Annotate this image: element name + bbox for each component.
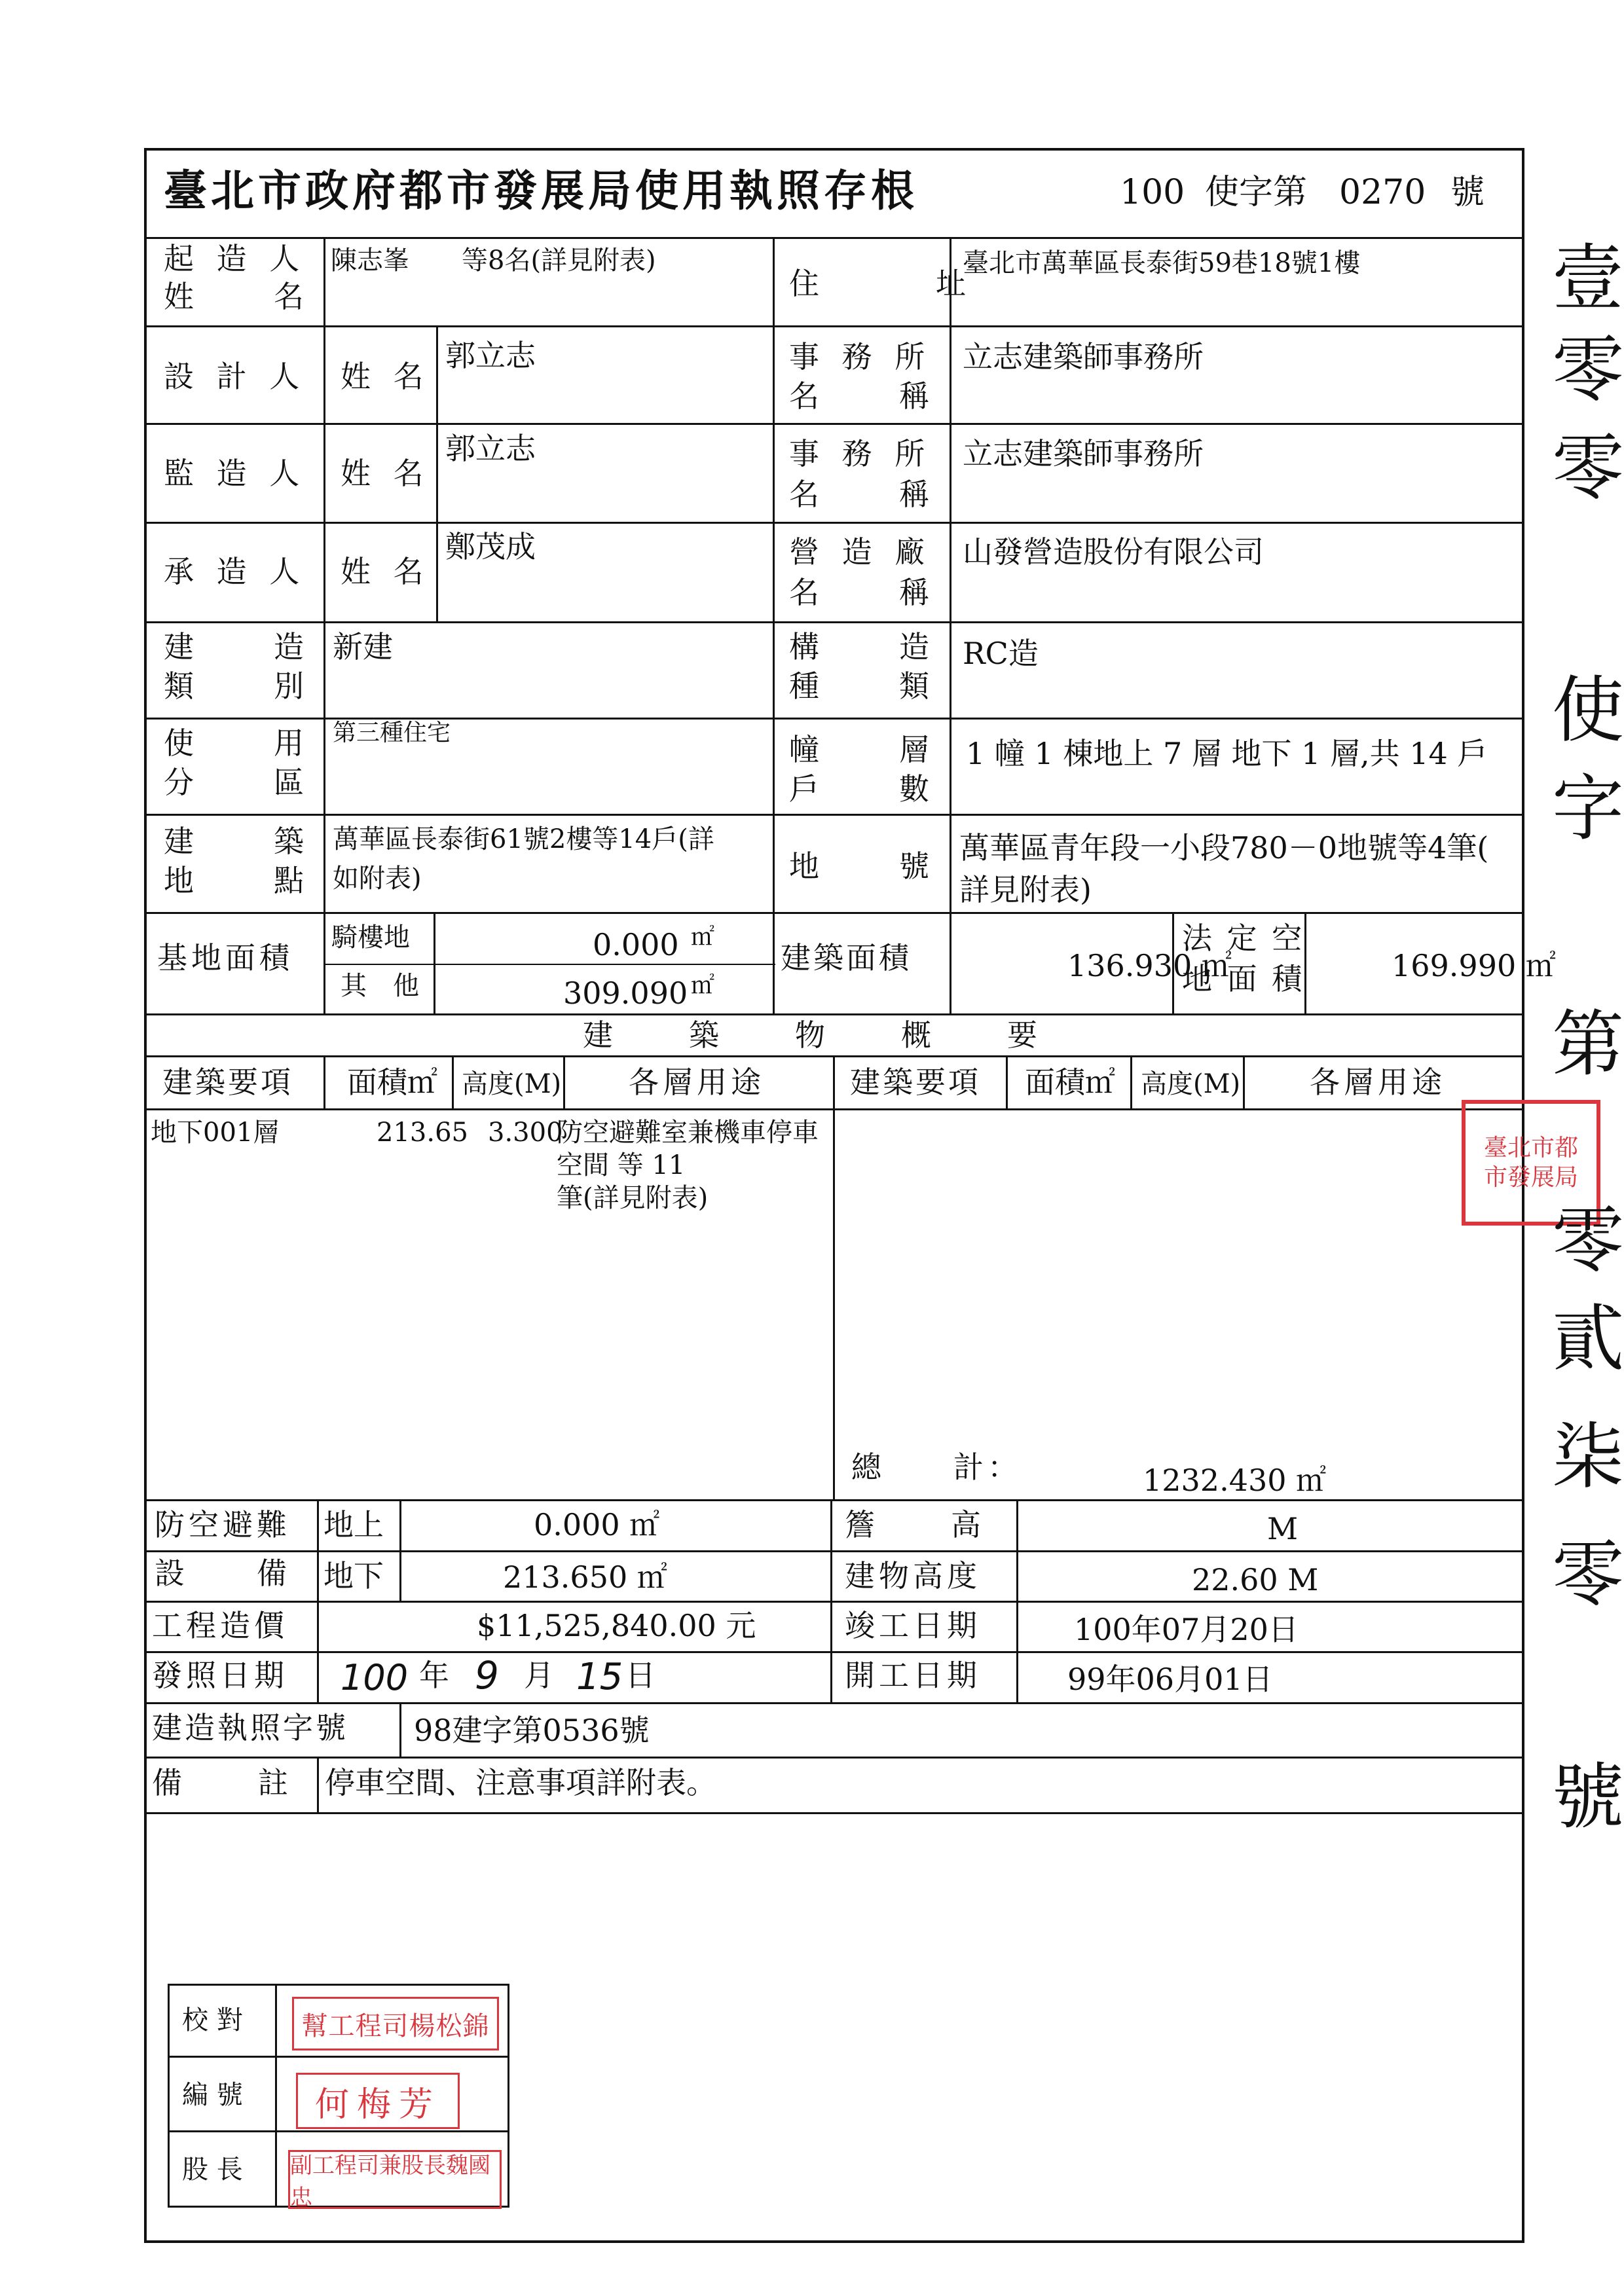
row-line <box>144 325 1524 327</box>
permit-no-value: 98建字第0536號 <box>414 1713 650 1748</box>
side-vertical-number <box>1552 236 1624 1879</box>
label-units: 幢 層 <box>789 732 936 767</box>
row-line <box>144 1601 1524 1603</box>
row-line <box>144 1499 1524 1501</box>
label-supervisor-office-2: 名 稱 <box>789 477 936 512</box>
label-structure: 構 造 <box>789 629 936 665</box>
side-char: 號 <box>1552 1755 1624 1839</box>
label-use-zone: 使 用 <box>164 725 310 761</box>
col-line <box>773 237 775 1013</box>
supervisor-office-value: 立志建築師事務所 <box>963 436 1204 471</box>
row-line <box>144 522 1524 524</box>
address-value: 臺北市萬華區長泰街59巷18號1樓 <box>963 248 1361 278</box>
chief-stamp-text: 副工程司兼股長魏國忠 <box>290 2153 490 2211</box>
label-builder: 承 造 人 <box>164 554 306 589</box>
row-line <box>144 1757 1524 1758</box>
side-char: 第 <box>1552 1002 1624 1086</box>
label-supervisor: 監 造 人 <box>164 456 306 491</box>
col-line <box>833 1055 835 1499</box>
other-area-value: 309.090 <box>563 975 688 1011</box>
completion-value: 100年07月20日 <box>1074 1612 1299 1647</box>
total-value: 1232.430 ㎡ <box>1143 1463 1327 1498</box>
label-site-area: 基地面積 <box>157 940 293 975</box>
label-bldg-height: 建物高度 <box>845 1558 981 1594</box>
other-area-unit: ㎡ <box>691 972 715 999</box>
col-line <box>317 1499 319 1603</box>
label-builder-name: 姓 名 <box>341 554 430 589</box>
supervisor-value: 郭立志 <box>445 431 536 466</box>
designer-value: 郭立志 <box>445 338 536 373</box>
row-line <box>144 912 1524 914</box>
col-line <box>1016 1499 1018 1702</box>
row-line <box>323 964 775 965</box>
arcade-area-unit: ㎡ <box>691 924 715 951</box>
label-supervisor-office: 事 務 所 <box>789 436 932 471</box>
col-line <box>1130 1055 1132 1108</box>
label-issue-date: 發照日期 <box>152 1658 288 1693</box>
side-char: 字 <box>1552 767 1624 850</box>
side-char: 零 <box>1552 328 1624 412</box>
side-char: 貳 <box>1552 1297 1624 1381</box>
label-remarks: 備 註 <box>152 1765 293 1800</box>
label-numbering: 編 號 <box>182 2080 243 2110</box>
numbering-stamp-text: 何梅芳 <box>314 2085 441 2124</box>
label-shelter-2: 設 備 <box>155 1556 291 1591</box>
permit-number: 0270 <box>1339 173 1426 212</box>
col-height-left: 高度(M) <box>462 1069 562 1099</box>
floor-use-2: 空間 等 11 <box>557 1150 686 1180</box>
label-build-site-2: 地 點 <box>164 863 310 898</box>
label-total: 總 計： <box>851 1449 1022 1485</box>
label-units-2: 戶 數 <box>789 771 936 807</box>
side-char: 零 <box>1552 1533 1624 1616</box>
side-char: 壹 <box>1552 236 1624 320</box>
floor-height: 3.300 <box>488 1118 563 1148</box>
label-permit-no: 建造執照字號 <box>152 1710 348 1745</box>
issue-day: 15 <box>576 1656 623 1698</box>
col-item-left: 建築要項 <box>162 1065 293 1100</box>
bldg-height-value: 22.60 M <box>1192 1562 1319 1597</box>
row-line <box>168 2056 507 2058</box>
check-stamp-text: 幫工程司楊松錦 <box>301 2011 490 2041</box>
label-start-date: 開工日期 <box>845 1658 981 1693</box>
label-owner: 起 造 人 <box>164 241 306 276</box>
label-designer-name: 姓 名 <box>341 359 430 394</box>
table-border-top <box>144 148 1524 151</box>
label-legal-open-2: 地 面 積 <box>1182 961 1305 996</box>
label-structure-2: 種 類 <box>789 668 936 704</box>
structure-value: RC造 <box>963 636 1039 671</box>
row-line <box>144 1702 1524 1704</box>
label-completion: 竣工日期 <box>845 1608 981 1643</box>
label-arcade: 騎樓地 <box>331 922 410 953</box>
issue-year-label: 年 <box>419 1658 449 1693</box>
side-char: 使 <box>1552 668 1624 752</box>
row-line <box>144 237 1524 239</box>
floor-use-1: 防空避難室兼機車停車 <box>557 1118 819 1148</box>
row-line <box>144 1013 1524 1015</box>
label-builder-factory-2: 名 稱 <box>789 575 936 610</box>
col-line <box>563 1055 565 1108</box>
build-type-value: 新建 <box>333 629 393 665</box>
label-use-zone-2: 分 區 <box>164 765 310 800</box>
col-line <box>434 912 435 1013</box>
designer-office-value: 立志建築師事務所 <box>963 339 1204 374</box>
label-designer-office-2: 名 稱 <box>789 378 936 414</box>
row-line <box>168 2130 507 2132</box>
label-check: 校 對 <box>182 2005 243 2035</box>
official-seal-text: 臺北市都市發展局 <box>1483 1135 1578 1191</box>
remarks-value: 停車空間、注意事項詳附表。 <box>325 1765 716 1800</box>
label-supervisor-name: 姓 名 <box>341 456 430 491</box>
row-line <box>144 1550 1524 1552</box>
owner-value: 陳志峯 等8名(詳見附表) <box>331 246 656 276</box>
col-area-left: 面積㎡ <box>347 1065 437 1100</box>
col-item-right: 建築要項 <box>850 1065 981 1100</box>
row-line <box>144 621 1524 623</box>
legal-open-value: 169.990 ㎡ <box>1392 948 1556 983</box>
chief-stamp <box>288 2150 502 2209</box>
builder-factory-value: 山發營造股份有限公司 <box>963 534 1264 570</box>
check-stamp <box>292 1997 499 2050</box>
col-line <box>399 1702 401 1757</box>
side-char: 零 <box>1552 426 1624 510</box>
label-chief: 股 長 <box>182 2155 243 2185</box>
side-char: 零 <box>1552 1199 1624 1283</box>
lot-value-2: 詳見附表) <box>959 872 1092 907</box>
shelter-below-value: 213.650 ㎡ <box>503 1559 667 1595</box>
issue-month: 9 <box>475 1653 499 1698</box>
permit-number-prefix: 100 <box>1120 173 1185 212</box>
col-use-right: 各層用途 <box>1310 1065 1446 1100</box>
label-eave: 簷 高 <box>845 1507 986 1542</box>
label-owner-name: 姓 名 <box>164 279 310 314</box>
label-designer-office: 事 務 所 <box>789 339 932 374</box>
label-shelter: 防空避難 <box>155 1507 291 1542</box>
col-height-right: 高度(M) <box>1141 1069 1241 1099</box>
col-line <box>323 1055 325 1108</box>
row-line <box>144 1812 1524 1814</box>
side-char: 柒 <box>1552 1415 1624 1499</box>
use-zone-value: 第三種住宅 <box>333 720 451 746</box>
col-line <box>1304 912 1306 1013</box>
label-cost: 工程造價 <box>152 1608 288 1643</box>
col-line <box>317 1757 319 1812</box>
issue-month-label: 月 <box>524 1658 554 1693</box>
label-build-type: 建 造 <box>164 629 310 665</box>
label-below: 地下 <box>323 1558 384 1594</box>
lot-value-1: 萬華區青年段一小段780－0地號等4筆( <box>959 830 1489 866</box>
label-address: 住 址 <box>789 266 972 301</box>
col-line <box>317 1601 319 1702</box>
col-area-right: 面積㎡ <box>1025 1065 1115 1100</box>
permit-number-mid: 使字第 <box>1205 173 1308 212</box>
issue-day-label: 日 <box>625 1658 655 1693</box>
cost-value: $11,525,840.00 元 <box>477 1608 756 1643</box>
floor-use-3: 筆(詳見附表) <box>557 1183 709 1213</box>
col-line <box>1243 1055 1245 1108</box>
issue-year: 100 <box>341 1657 409 1698</box>
numbering-stamp <box>296 2073 460 2129</box>
col-line <box>1006 1055 1008 1108</box>
shelter-above-value: 0.000 ㎡ <box>534 1507 660 1542</box>
col-line <box>950 237 951 1013</box>
start-date-value: 99年06月01日 <box>1067 1662 1273 1697</box>
col-line <box>275 1984 277 2206</box>
table-border-right-lower <box>1522 1782 1524 2243</box>
permit-number-suffix: 號 <box>1450 173 1485 212</box>
row-line <box>144 423 1524 425</box>
build-site-value-2: 如附表) <box>333 864 422 894</box>
row-line <box>144 1651 1524 1653</box>
floor-area: 213.65 <box>377 1118 468 1148</box>
label-build-type-2: 類 別 <box>164 668 310 704</box>
col-line <box>399 1499 401 1603</box>
table-border-bottom <box>144 2240 1524 2243</box>
label-designer: 設 計 人 <box>164 359 306 394</box>
label-above: 地上 <box>323 1507 384 1542</box>
col-line <box>323 237 325 1013</box>
building-area-value: 136.930 ㎡ <box>1067 948 1232 983</box>
col-line <box>452 1055 454 1108</box>
eave-value: M <box>1267 1511 1299 1546</box>
page-title: 臺北市政府都市發展局使用執照存根 <box>164 165 918 216</box>
units-value: 1 幢 1 棟地上 7 層 地下 1 層,共 14 戶 <box>966 736 1488 771</box>
col-line <box>830 1499 832 1702</box>
col-use-left: 各層用途 <box>629 1065 765 1100</box>
overview-header: 建 築 物 概 要 <box>583 1017 1043 1053</box>
label-builder-factory: 營 造 廠 <box>789 534 932 570</box>
table-border-left <box>144 148 147 2243</box>
build-site-value-1: 萬華區長泰街61號2樓等14戶(詳 <box>333 824 714 854</box>
builder-value: 鄭茂成 <box>445 529 536 564</box>
row-line <box>144 814 1524 816</box>
col-line <box>436 325 438 621</box>
label-other: 其 他 <box>341 971 419 1001</box>
floor-name: 地下001層 <box>151 1118 280 1148</box>
label-legal-open: 法 定 空 <box>1182 920 1305 956</box>
arcade-area-value: 0.000 <box>593 927 679 962</box>
label-building-area: 建築面積 <box>781 940 912 975</box>
label-build-site: 建 築 <box>164 824 310 859</box>
label-lot: 地 號 <box>789 848 936 884</box>
